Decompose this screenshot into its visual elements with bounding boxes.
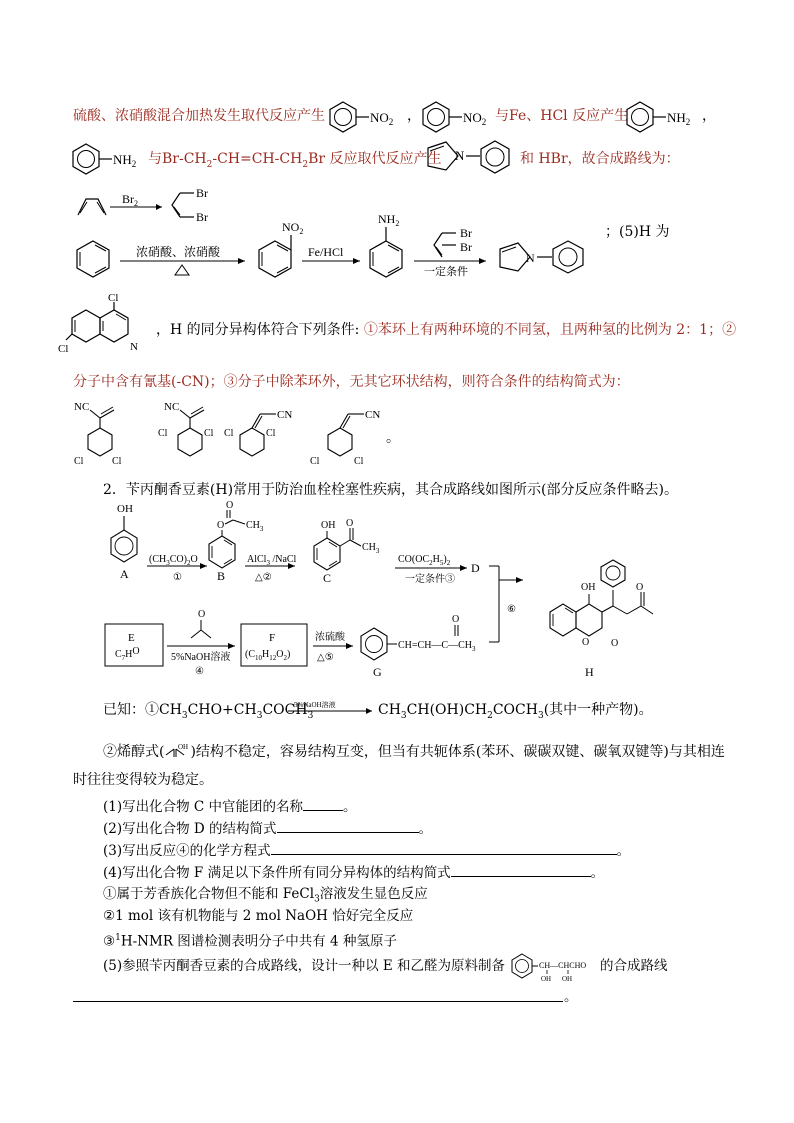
svg-text:①: ① <box>173 572 182 583</box>
para1-line2: 与$Br-CH_2-CH=CH-CH_2Br$ 反应取代反应产生 <box>148 151 442 170</box>
svg-text:5%NaOH溶液: 5%NaOH溶液 <box>294 701 336 709</box>
nitrobenzene-structure <box>327 100 407 134</box>
svg-text:Br2: $Br_2$ <box>122 192 138 208</box>
svg-text:E: E <box>128 632 135 644</box>
condition-2: ②1 mol 该有机物能与 2 mol NaOH 恰好完全反应 <box>103 908 414 924</box>
condition-1: ①属于芳香族化合物但不能和 FeCl$_3$溶液发生显色反应 <box>103 886 428 905</box>
known-arrow <box>288 698 378 718</box>
svg-text:N: N <box>455 148 465 163</box>
svg-text:④: ④ <box>195 666 204 677</box>
known-line3: 时往往变得较为稳定。 <box>73 772 213 788</box>
svg-text:C: C <box>323 571 332 585</box>
svg-text:Cl: Cl <box>354 456 364 467</box>
svg-text:O: O <box>582 637 590 648</box>
question-5-end: 的合成路线 <box>600 958 668 974</box>
question-5-period: 。 <box>564 989 578 1005</box>
question-1: (1)写出化合物 C 中官能团的名称 。 <box>103 796 357 817</box>
isomers-period: 。 <box>386 430 400 446</box>
svg-text:Br: Br <box>196 210 208 224</box>
answer-blank-2[interactable] <box>277 818 419 833</box>
svg-text:Cl: Cl <box>112 456 122 467</box>
svg-text:O: O <box>346 518 354 529</box>
condition-3: ③$^1$H-NMR 图谱检测表明分子中共有 4 种氢原子 <box>103 933 397 950</box>
svg-text:Br: Br <box>196 186 208 200</box>
para1-line1-b: 与Fe、HCl 反应产生 <box>495 108 629 124</box>
question-4: (4)写出化合物 F 满足以下条件所有同分异构体的结构简式 。 <box>103 862 604 883</box>
svg-text:A: A <box>120 567 129 581</box>
svg-text:(C10H12O2): $(C_{10}H_{12}O_2)$ <box>245 649 291 662</box>
enol-structure <box>164 743 190 761</box>
svg-text:Fe/HCl: Fe/HCl <box>308 245 344 259</box>
svg-text:NH2: $NH_2$ <box>378 212 400 228</box>
svg-text:CO(OC2H5)2: $CO(OC_2H_5)_2$ <box>398 554 451 567</box>
svg-text:O: O <box>226 500 234 511</box>
isomer-structures <box>72 400 402 470</box>
svg-text:浓硝酸、浓硝酸: 浓硝酸、浓硝酸 <box>136 245 221 259</box>
comma-2: ， <box>702 108 716 124</box>
svg-text:OH: OH <box>541 975 552 983</box>
svg-text:O: O <box>217 520 225 531</box>
svg-text:一定条件: 一定条件 <box>424 266 468 278</box>
svg-text:OH: OH <box>562 975 573 983</box>
svg-text:CH—CHCHO: CH—CHCHO <box>539 961 587 970</box>
svg-text:Cl: Cl <box>266 428 276 439</box>
svg-text:CH3: $CH_3$ <box>362 542 380 555</box>
svg-text:N: N <box>130 341 138 353</box>
answer-blank-5[interactable] <box>73 1001 563 1002</box>
answer-blank-4[interactable] <box>451 862 591 877</box>
svg-text:O: O <box>636 582 644 593</box>
svg-text:H: H <box>585 665 594 679</box>
svg-text:Cl: Cl <box>224 428 234 439</box>
svg-text:CH3: $CH_3$ <box>246 520 264 533</box>
svg-text:OH: OH <box>117 503 133 515</box>
para2-line2: 分子中含有氰基(-CN)；③分子中除苯环外，无其它环状结构，则符合条件的结构简式为： <box>73 374 630 390</box>
svg-text:NO2: $NO_2$ <box>282 220 304 236</box>
synthesis-scheme-1 <box>70 185 790 295</box>
svg-text:NC: NC <box>74 401 90 413</box>
svg-text:O: O <box>611 638 619 649</box>
aniline-structure-2 <box>70 142 150 176</box>
q2-intro: 2．苄丙酮香豆素(H)常用于防治血栓栓塞性疾病，其合成路线如图所示(部分反应条件略去)。 <box>103 482 678 498</box>
answer-blank-1[interactable] <box>303 796 343 811</box>
known-line2: ②烯醇式( OH )结构不稳定，容易结构互变，但当有共轭体系(苯环、碳碳双键、碳氧双键等)与其相连 <box>103 743 725 760</box>
svg-text:NO2: $NO_2$ <box>370 110 394 127</box>
svg-text:(CH3CO)2O: $(CH_3CO)_2O$ <box>149 554 198 567</box>
svg-text:⑥: ⑥ <box>507 604 516 615</box>
svg-text:Cl: Cl <box>74 456 84 467</box>
svg-text:5%NaOH溶液: 5%NaOH溶液 <box>171 652 231 663</box>
synthesis-scheme-2 <box>95 500 755 690</box>
svg-text:△②: △② <box>255 572 272 583</box>
svg-text:浓硫酸: 浓硫酸 <box>315 632 345 643</box>
svg-text:Br: Br <box>460 240 472 254</box>
svg-text:B: B <box>217 569 226 583</box>
known-line1-product: $CH_3CH(OH)CH_2COCH_3$(其中一种产物)。 <box>378 702 653 721</box>
para1-line1-a: 硫酸、浓硝酸混合加热发生取代反应产生 <box>73 108 325 124</box>
question-2: (2)写出化合物 D 的结构简式 。 <box>103 818 432 839</box>
chloroquinoline-structure <box>58 292 150 360</box>
svg-text:Cl: Cl <box>310 456 320 467</box>
target-product-structure <box>510 950 604 982</box>
svg-text:O: O <box>452 614 460 625</box>
svg-text:Cl: Cl <box>158 428 168 439</box>
comma: ， <box>407 108 421 124</box>
scheme1-tail: ；(5)H 为 <box>605 224 670 240</box>
pyrroline-phenyl-structure <box>420 138 524 182</box>
question-3: (3)写出反应④的化学方程式 。 <box>103 840 630 861</box>
svg-text:CN: CN <box>277 409 293 421</box>
nitrobenzene-structure-2 <box>420 100 500 134</box>
svg-text:D: D <box>471 561 480 575</box>
svg-text:Br: Br <box>460 226 472 240</box>
svg-text:Cl: Cl <box>108 292 119 304</box>
svg-text:CH=CH—C—CH3: $CH=CH—C—CH_3$ <box>398 640 476 653</box>
svg-text:NC: NC <box>164 401 180 413</box>
svg-text:O: O <box>198 609 206 620</box>
svg-text:一定条件③: 一定条件③ <box>405 574 455 585</box>
svg-text:C7HO: $C_7HO$ <box>115 646 140 662</box>
svg-text:F: F <box>269 632 276 644</box>
svg-text:OH: OH <box>581 582 596 593</box>
answer-blank-3[interactable] <box>271 840 617 855</box>
question-5: (5)参照苄丙酮香豆素的合成路线，设计一种以 E 和乙醛为原料制备 <box>103 958 506 974</box>
para2-line1: ，H 的同分异构体符合下列条件: ①苯环上有两种环境的不同氢，且两种氢的比例为 2：1；② <box>156 322 737 338</box>
svg-text:NO2: $NO_2$ <box>463 110 487 127</box>
svg-text:NH2: $NH_2$ <box>667 110 691 127</box>
aniline-structure <box>624 100 704 134</box>
svg-text:△⑤: △⑤ <box>317 652 334 663</box>
svg-text:Cl: Cl <box>58 343 69 355</box>
known-line1: 已知：$①CH_3CHO+CH_3COCH_3$ <box>103 702 314 721</box>
svg-text:OH: OH <box>321 520 336 531</box>
svg-text:CN: CN <box>365 409 381 421</box>
svg-text:Cl: Cl <box>204 428 214 439</box>
svg-text:G: G <box>373 665 382 679</box>
svg-text:N: N <box>526 251 535 265</box>
svg-text:NH2: $NH_2$ <box>113 152 137 169</box>
svg-text:OH: OH <box>178 743 189 751</box>
para1-line2-d: 和 HBr，故合成路线为： <box>520 151 680 167</box>
svg-text:AlCl3 /NaCl: AlCl$_3$ /NaCl <box>247 554 297 567</box>
